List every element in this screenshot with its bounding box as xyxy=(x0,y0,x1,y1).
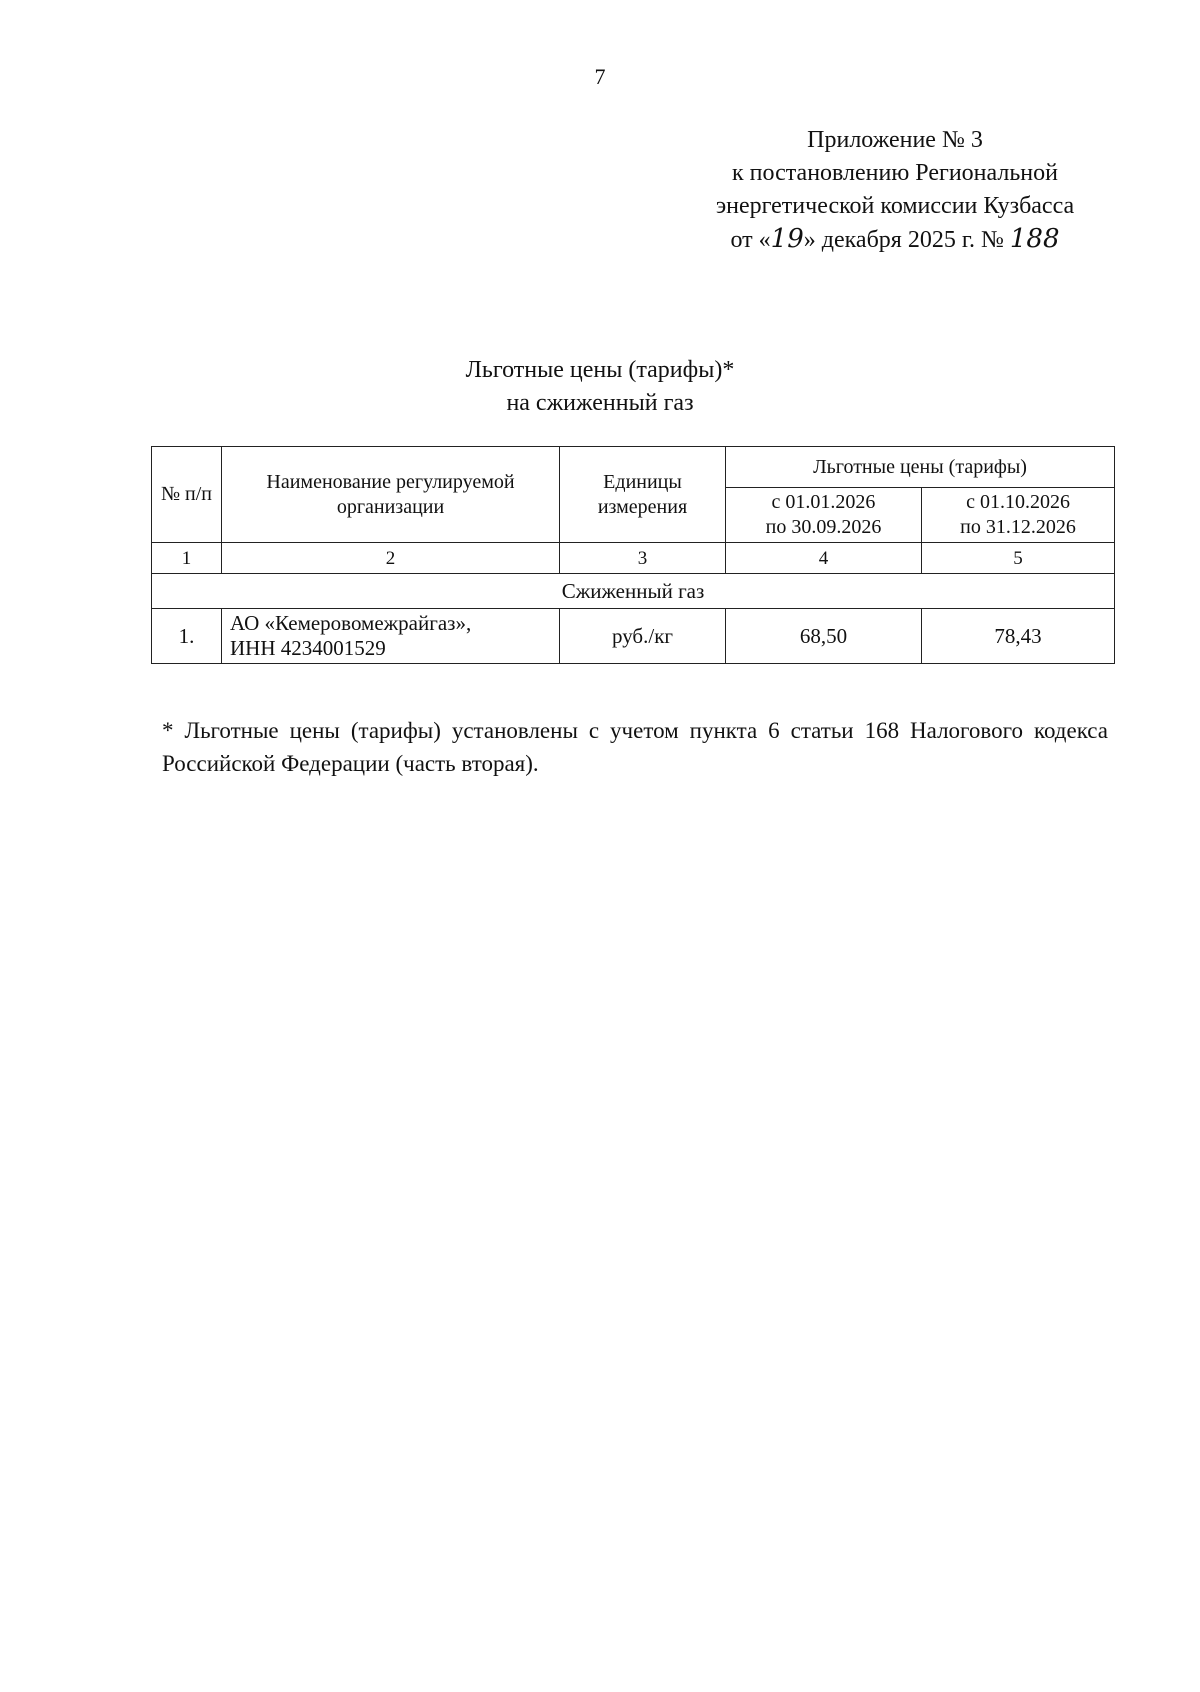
period-2-end: по 31.12.2026 xyxy=(960,516,1076,538)
section-row xyxy=(152,574,1115,609)
appendix-block xyxy=(660,124,1130,257)
column-number: 5 xyxy=(922,543,1115,574)
row-price-period-1: 68,50 xyxy=(726,609,922,664)
table-header-row xyxy=(152,447,1115,488)
organization-inn: ИНН 4234001529 xyxy=(230,636,386,660)
appendix-date-line xyxy=(660,223,1130,257)
header-name: Наименование регулируемой организации xyxy=(222,447,560,543)
table-row xyxy=(152,609,1115,664)
column-number: 3 xyxy=(560,543,726,574)
header-period-2 xyxy=(922,488,1115,543)
date-middle: » декабря 2025 г. № xyxy=(803,227,1004,253)
document-title xyxy=(0,354,1200,420)
handwritten-day: 19 xyxy=(770,224,804,254)
header-prices: Льготные цены (тарифы) xyxy=(726,447,1115,488)
column-number-row xyxy=(152,543,1115,574)
row-price-period-2: 78,43 xyxy=(922,609,1115,664)
header-unit: Единицы измерения xyxy=(560,447,726,543)
period-1-start: с 01.01.2026 xyxy=(771,491,876,513)
organization-name: АО «Кемеровомежрайгаз», xyxy=(230,611,472,635)
appendix-commission: энергетической комиссии Кузбасса xyxy=(715,193,1075,219)
period-2-start: с 01.10.2026 xyxy=(966,491,1070,513)
appendix-title: Приложение № 3 xyxy=(807,127,983,153)
header-period-1 xyxy=(726,488,922,543)
period-1-end: по 30.09.2026 xyxy=(765,516,882,538)
tariff-table xyxy=(151,446,1115,664)
row-unit: руб./кг xyxy=(560,609,726,664)
column-number: 1 xyxy=(152,543,222,574)
section-title: Сжиженный газ xyxy=(152,574,1115,609)
row-organization xyxy=(222,609,560,664)
header-num: № п/п xyxy=(152,447,222,543)
title-line-1: Льготные цены (тарифы)* xyxy=(465,357,735,383)
row-num: 1. xyxy=(152,609,222,664)
appendix-resolution: к постановлению Региональной xyxy=(732,160,1058,186)
title-line-2: на сжиженный газ xyxy=(506,390,694,416)
page-number: 7 xyxy=(594,64,606,89)
date-prefix: от « xyxy=(730,227,771,253)
column-number: 2 xyxy=(222,543,560,574)
handwritten-doc-number: 188 xyxy=(1009,224,1060,254)
column-number: 4 xyxy=(726,543,922,574)
footnote: * Льготные цены (тарифы) установлены с учетом пункта 6 статьи 168 Налогового кодекса Российской Федерации (часть вторая). xyxy=(162,718,1108,776)
